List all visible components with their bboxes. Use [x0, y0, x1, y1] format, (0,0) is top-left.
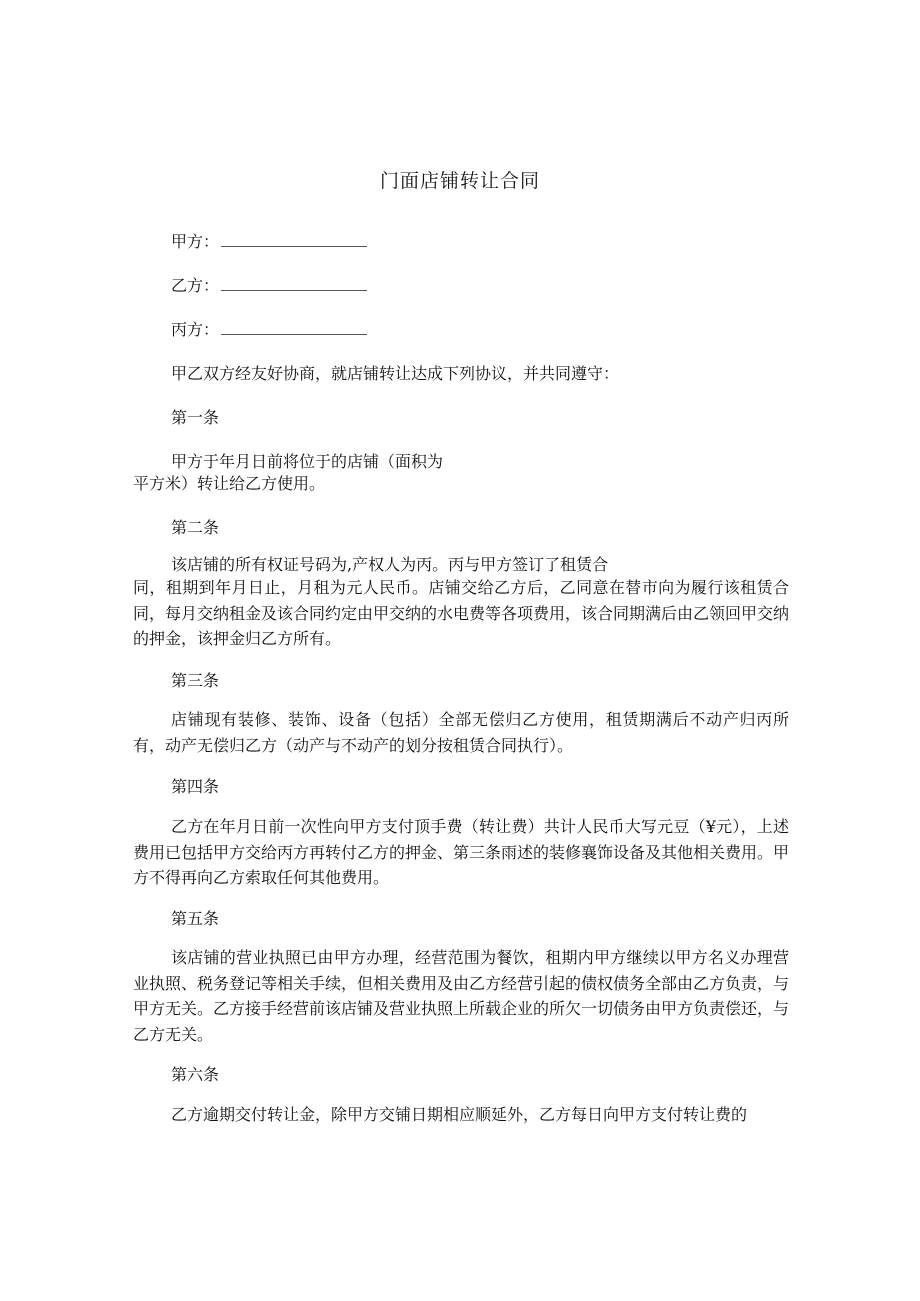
- article-5-heading: 第五条: [171, 909, 220, 928]
- party-c-label: 丙方：: [171, 320, 220, 339]
- article-4-heading: 第四条: [171, 777, 220, 796]
- document-title: 门面店铺转让合同: [379, 170, 540, 192]
- article-6-heading: 第六条: [171, 1065, 220, 1084]
- article-1-line-1: 甲方于年月日前将位于的店铺（面积为: [171, 452, 444, 471]
- party-a-line: [171, 232, 367, 252]
- party-c-blank: [221, 322, 367, 335]
- article-3-body: 店铺现有装修、装饰、设备（包括）全部无偿归乙方使用，租赁期满后不动产归丙所有，动产无偿归乙方（动产与不动产的划分按租赁合同执行）。: [133, 710, 789, 755]
- article-2-body: 同，租期到年月日止，月租为元人民币。店铺交给乙方后，乙同意在替市向为履行该租赁合同，每月交纳租金及该合同约定由甲交纳的水电费等各项费用，该合同期满后由乙领回甲交纳的押金，该押金归乙方所有。: [133, 578, 790, 648]
- article-4-body: 乙方在年月日前一次性向甲方支付顶手费（转让费）共计人民币大写元豆（¥元），上述费用已包括甲方交给丙方再转付乙方的押金、第三条雨述的装修襄饰设备及其他相关费用。甲方不得再向乙方索取任何其他费用。: [133, 817, 790, 887]
- article-2-line-1: 该店铺的所有权证号码为,产权人为丙。丙与甲方签订了租赁合: [171, 555, 609, 574]
- party-b-line: [171, 276, 367, 296]
- party-c-line: [171, 320, 367, 340]
- article-1-line-2: 平方米）转让给乙方使用。: [133, 474, 326, 493]
- party-a-blank: [221, 234, 367, 247]
- article-3-heading: 第三条: [171, 671, 220, 690]
- party-a-label: 甲方：: [171, 232, 220, 251]
- article-2-heading: 第二条: [171, 518, 220, 537]
- party-b-blank: [221, 278, 367, 291]
- intro-text: 甲乙双方经友好协商，就店铺转让达成下列协议，并共同遵守：: [171, 364, 620, 383]
- party-b-label: 乙方：: [171, 276, 220, 295]
- article-5-body: 该店铺的营业执照已由甲方办理，经营范围为餐饮，租期内甲方继续以甲方名义办理营业执照、税务登记等相关手续，但相关费用及由乙方经营引起的债权债务全部由乙方负责，与甲方无关。乙方接手经营前该店铺及营业执照上所载企业的所欠一切债务由甲方负责偿还，与乙方无关。: [133, 948, 790, 1044]
- article-6-body: 乙方逾期交付转让金，除甲方交铺日期相应顺延外，乙方每日向甲方支付转让费的: [171, 1105, 748, 1124]
- article-1-heading: 第一条: [171, 408, 220, 427]
